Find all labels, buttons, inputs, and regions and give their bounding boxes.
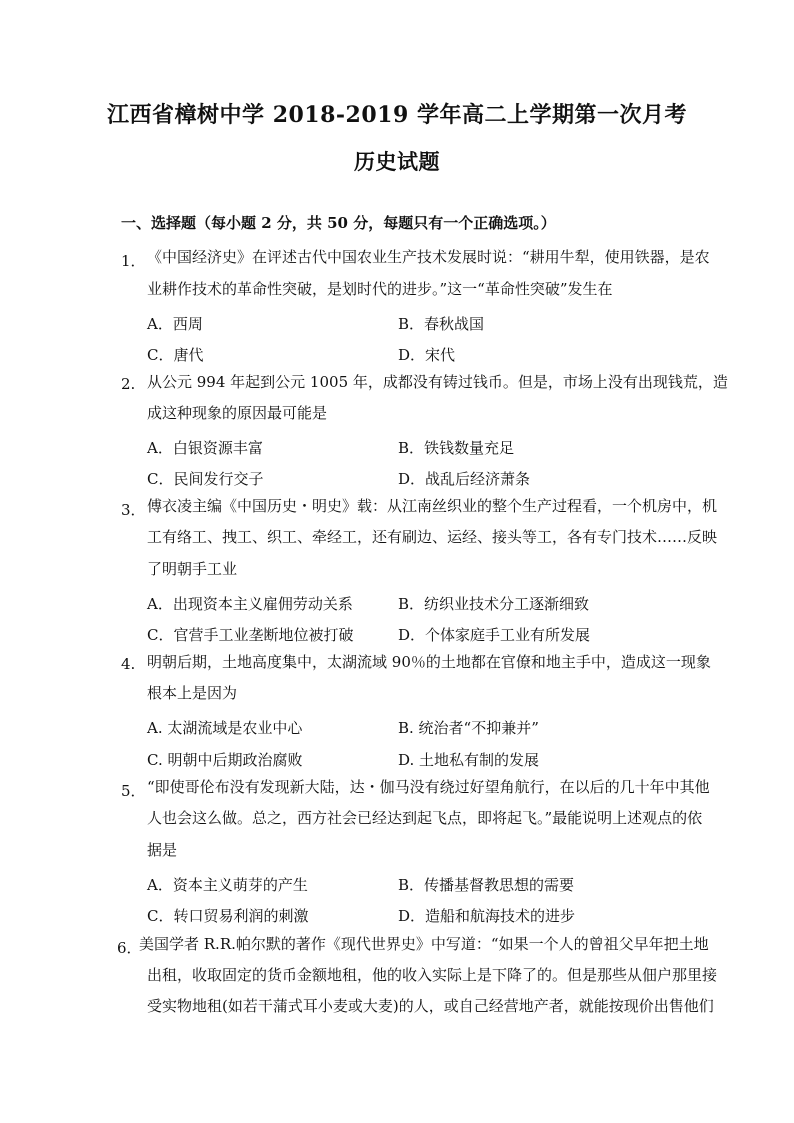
question-number: 3． [121,501,146,519]
question-text-line: “即使哥伦布没有发现新大陆，达・伽马没有绕过好望角航行，在以后的几十年中其他 [147,778,710,796]
question-text-line: 傅衣凌主编《中国历史・明史》载：从江南丝织业的整个生产过程看，一个机房中，机 [147,497,718,515]
question-text-line: 人也会这么做。总之，西方社会已经达到起飞点，即将起飞。”最能说明上述观点的依 [147,809,703,827]
option-a: A．出现资本主义雇佣劳动关系 [147,595,353,613]
option-c: C．转口贸易利润的刺激 [147,907,309,925]
option-d: D．战乱后经济萧条 [398,470,531,488]
option-c: C. 明朝中后期政治腐败 [147,751,303,769]
question-text-line: 从公元 994 年起到公元 1005 年，成都没有铸过钱币。但是，市场上没有出现钱荒，造 [147,373,728,391]
option-b: B. 统治者“不抑兼并” [398,719,539,737]
question-text-line: 美国学者 R.R.帕尔默的著作《现代世界史》中写道：“如果一个人的曾祖父早年把土地 [139,935,709,953]
option-c: C．民间发行交子 [147,470,264,488]
exam-subtitle: 历史试题 [354,149,440,174]
option-d: D．造船和航海技术的进步 [398,907,576,925]
question-text-line: 《中国经济史》在评述古代中国农业生产技术发展时说：“耕用牛犁，使用铁器，是农 [147,248,710,266]
question-text-line: 根本上是因为 [147,684,238,702]
option-d: D. 土地私有制的发展 [398,751,540,769]
option-a: A. 太湖流域是农业中心 [147,719,303,737]
option-a: A．资本主义萌芽的产生 [147,876,308,894]
option-b: B．铁钱数量充足 [398,439,515,457]
option-c: C．唐代 [147,346,204,364]
question-number: 1． [121,252,146,270]
question-number: 5． [121,782,146,800]
question-number: 4. [121,655,136,673]
option-d: D．宋代 [398,346,456,364]
option-c: C．官营手工业垄断地位被打破 [147,626,354,644]
option-a: A．西周 [147,315,203,333]
question-text-line: 据是 [147,841,178,859]
option-a: A．白银资源丰富 [147,439,263,457]
question-text-line: 出租，收取固定的货币金额地租，他的收入实际上是下降了的。但是那些从佃户那里接 [147,966,718,984]
exam-title: 江西省樟树中学 2018-2019 学年高二上学期第一次月考 [107,102,687,128]
question-text-line: 了明朝手工业 [147,560,238,578]
question-text-line: 业耕作技术的革命性突破，是划时代的进步。”这一“革命性突破”发生在 [147,280,613,298]
question-number: 2. [121,375,136,393]
question-text-line: 明朝后期，土地高度集中，太湖流域 90％的土地都在官僚和地主手中，造成这一现象 [147,653,711,671]
question-text-line: 工有络工、拽工、织工、牵经工，还有刷边、运经、接头等工，各有专门技术……反映 [147,528,718,546]
question-number: 6． [117,939,142,957]
option-b: B．传播基督教思想的需要 [398,876,575,894]
option-b: B．春秋战国 [398,315,485,333]
option-d: D．个体家庭手工业有所发展 [398,626,591,644]
option-b: B．纺织业技术分工逐渐细致 [398,595,590,613]
section-heading: 一、选择题（每小题 2 分，共 50 分，每题只有一个正确选项。） [121,214,556,232]
question-text-line: 成这种现象的原因最可能是 [147,404,328,422]
question-text-line: 受实物地租(如若干蒲式耳小麦或大麦)的人，或自己经营地产者，就能按现价出售他们 [147,997,714,1015]
